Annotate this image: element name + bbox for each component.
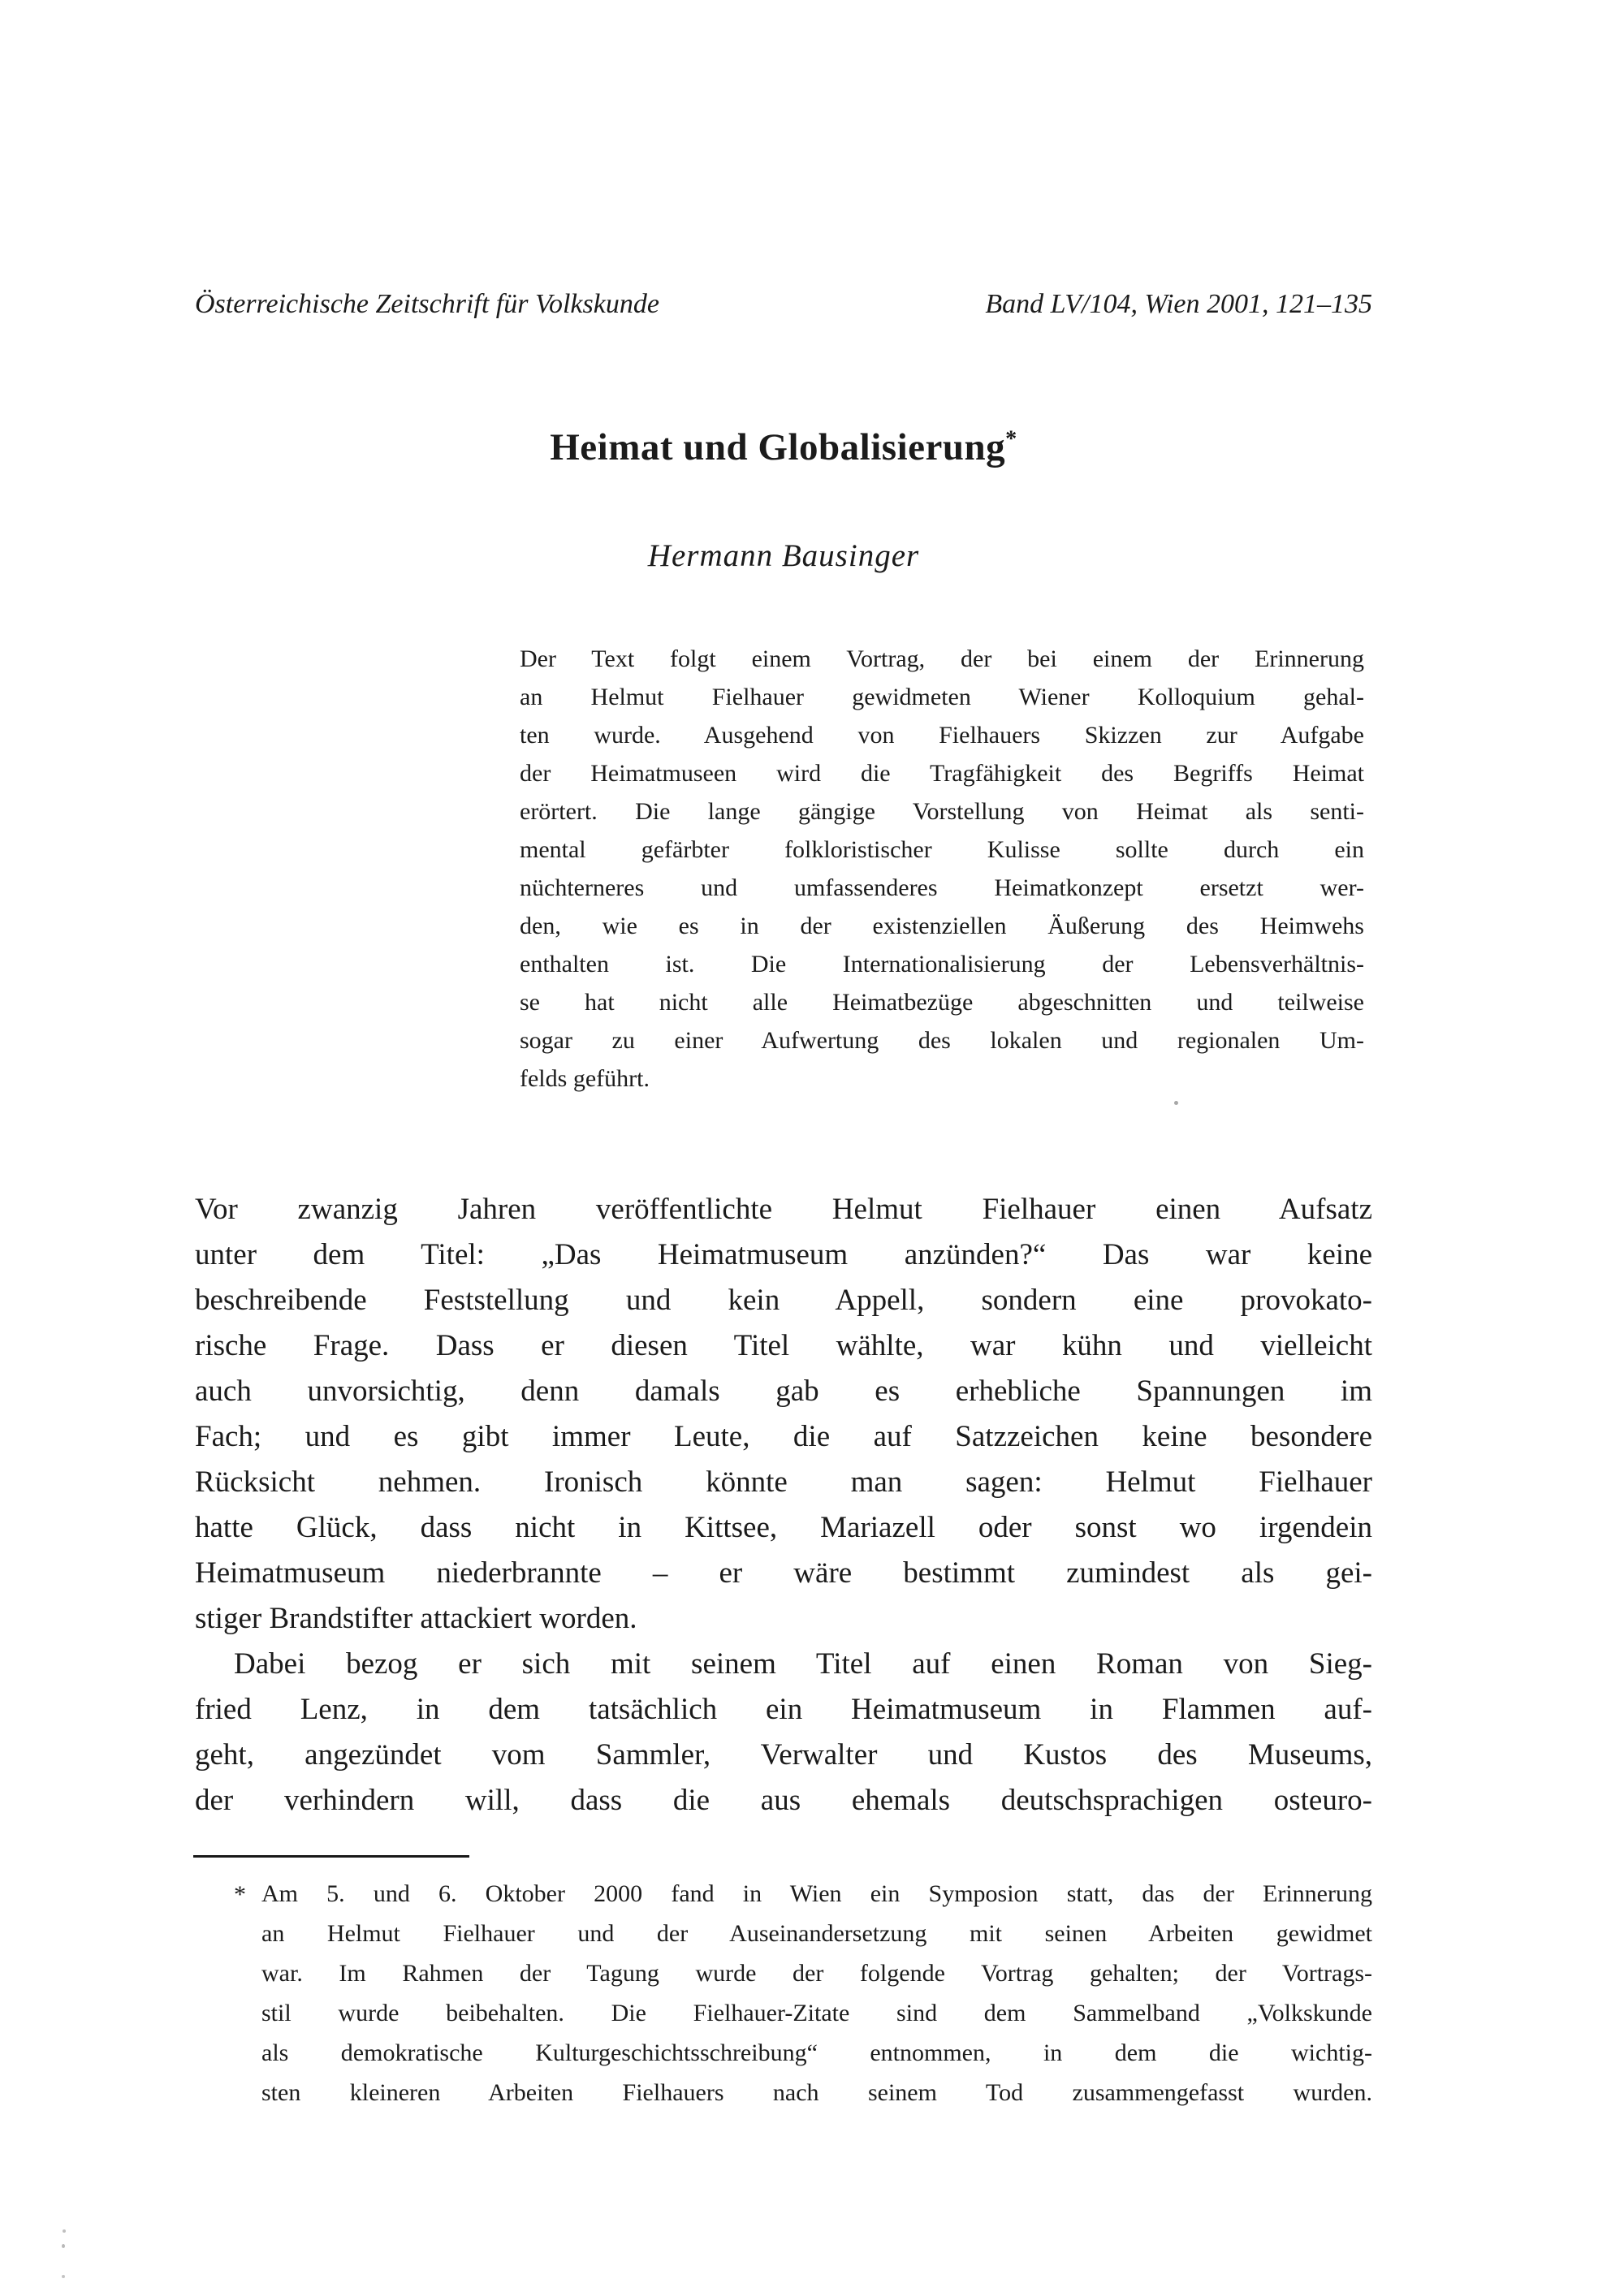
abstract-line: nüchterneres und umfassenderes Heimatkonzept ersetzt wer- [520,874,1364,901]
body-line: unter dem Titel: „Das Heimatmuseum anzünden?“ Das war keine [195,1238,1372,1271]
footnote-line: als demokratische Kulturgeschichtsschreibung“ entnommen, in dem die wichtig- [261,2039,1372,2066]
abstract-line: mental gefärbter folkloristischer Kulisse sollte durch ein [520,836,1364,863]
body-line: Dabei bezog er sich mit seinem Titel auf einen Roman von Sieg- [234,1647,1372,1681]
running-head [195,289,1372,320]
footnote-separator-rule [193,1855,469,1858]
abstract-line: sogar zu einer Aufwertung des lokalen und regionalen Um- [520,1027,1364,1054]
abstract-line: an Helmut Fielhauer gewidmeten Wiener Kolloquium gehal- [520,684,1364,710]
body-line: fried Lenz, in dem tatsächlich ein Heimatmuseum in Flammen auf- [195,1693,1372,1726]
body-line: Fach; und es gibt immer Leute, die auf Satzzeichen keine besondere [195,1420,1372,1453]
paragraph [195,1187,1372,1642]
body-line: stiger Brandstifter attackiert worden. [195,1602,637,1635]
footnote-line: stil wurde beibehalten. Die Fielhauer-Zitate sind dem Sammelband „Volkskunde [261,2000,1372,2026]
body-line: rische Frage. Dass er diesen Titel wählte, war kühn und vielleicht [195,1329,1372,1362]
body-line: auch unvorsichtig, denn damals gab es erhebliche Spannungen im [195,1375,1372,1408]
footnote-marker: * [234,1881,246,1908]
abstract-line: se hat nicht alle Heimatbezüge abgeschnitten und teilweise [520,989,1364,1016]
scan-speck [62,2275,65,2278]
body-line: Vor zwanzig Jahren veröffentlichte Helmut Fielhauer einen Aufsatz [195,1193,1372,1226]
article-title-text: Heimat und Globalisierung [550,426,1006,468]
body-text [195,1187,1372,1823]
author-name: Hermann Bausinger [647,538,920,573]
footnote-line: sten kleineren Arbeiten Fielhauers nach seinem Tod zusammengefasst wurden. [261,2079,1372,2106]
body-line: geht, angezündet vom Sammler, Verwalter und Kustos des Museums, [195,1738,1372,1772]
abstract-line: der Heimatmuseen wird die Tragfähigkeit des Begriffs Heimat [520,760,1364,787]
footnote-block [234,1874,1372,2113]
body-line: beschreibende Feststellung und kein Appell, sondern eine provokato- [195,1284,1372,1317]
scan-speck [1174,1101,1178,1105]
paragraph [195,1642,1372,1823]
issue-info: Band LV/104, Wien 2001, 121–135 [985,289,1372,319]
footnote-line: Am 5. und 6. Oktober 2000 fand in Wien ein Symposion statt, das der Erinnerung [261,1880,1372,1907]
abstract-line: ten wurde. Ausgehend von Fielhauers Skizzen zur Aufgabe [520,722,1364,749]
footnote-line: an Helmut Fielhauer und der Auseinandersetzung mit seinen Arbeiten gewidmet [261,1920,1372,1947]
abstract-line: erörtert. Die lange gängige Vorstellung von Heimat als senti- [520,798,1364,825]
abstract-line: Der Text folgt einem Vortrag, der bei einem der Erinnerung [520,645,1364,672]
abstract-line: enthalten ist. Die Internationalisierung der Lebensverhältnis- [520,951,1364,978]
scan-speck [62,2244,65,2248]
article-title [195,425,1372,469]
abstract-block [520,640,1364,1098]
body-line: Rücksicht nehmen. Ironisch könnte man sagen: Helmut Fielhauer [195,1465,1372,1499]
scan-speck [63,2229,66,2233]
abstract-line: felds geführt. [520,1065,650,1092]
body-line: Heimatmuseum niederbrannte – er wäre bestimmt zumindest als gei- [195,1556,1372,1590]
journal-name: Österreichische Zeitschrift für Volkskunde [195,289,659,319]
abstract-line: den, wie es in der existenziellen Äußerung des Heimwehs [520,913,1364,939]
footnote-line: war. Im Rahmen der Tagung wurde der folgende Vortrag gehalten; der Vortrags- [261,1960,1372,1987]
body-line: hatte Glück, dass nicht in Kittsee, Mariazell oder sonst wo irgendein [195,1511,1372,1544]
footnote-text [261,1874,1372,2113]
title-footnote-marker: * [1005,426,1017,452]
body-line: der verhindern will, dass die aus ehemals deutschsprachigen osteuro- [195,1784,1372,1817]
